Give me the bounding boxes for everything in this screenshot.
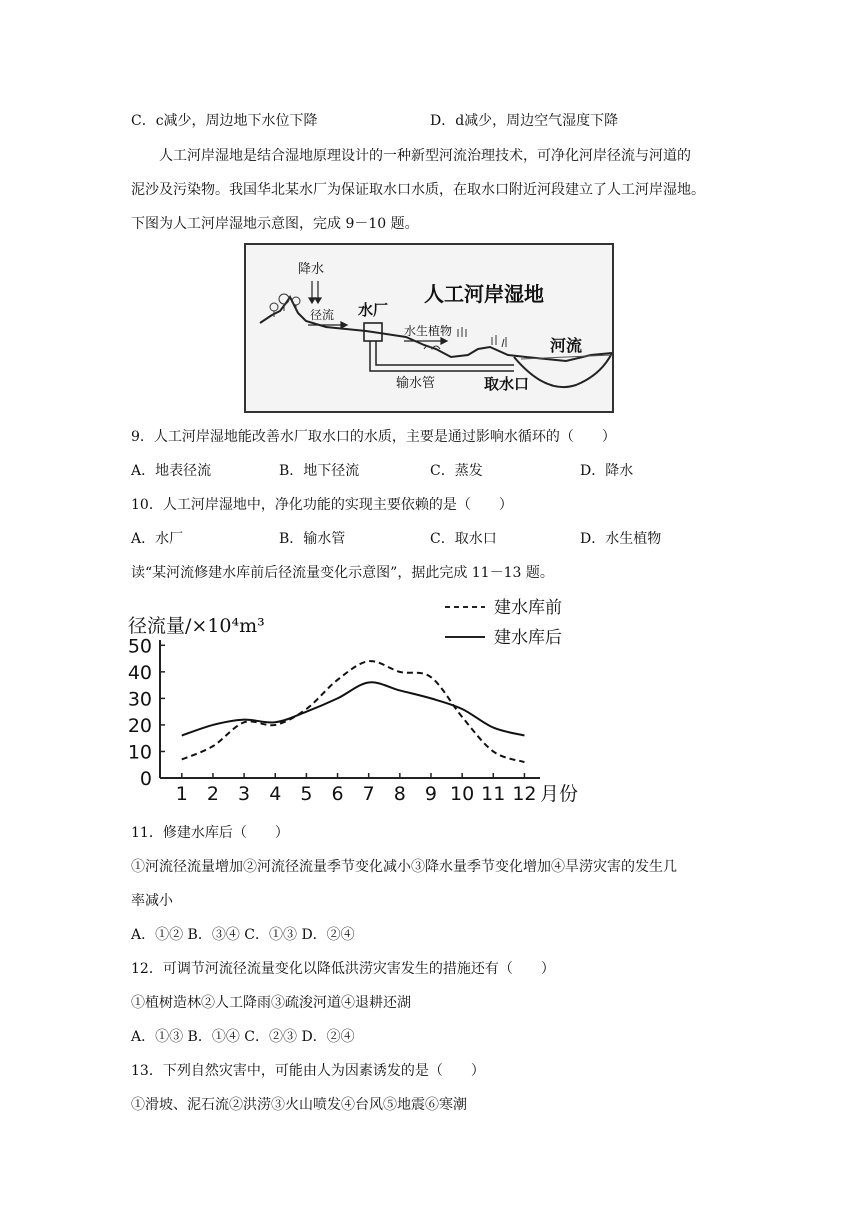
y-tick-label: 0 [139, 768, 152, 790]
chart-ylabel: 径流量/×10⁴m³ [128, 615, 265, 637]
intro-9-10-line3: 下图为人工河岸湿地示意图，完成 9－10 题。 [131, 216, 419, 232]
x-tick-label: 6 [331, 783, 344, 805]
q13-stem: 13．下列自然灾害中，可能由人为因素诱发的是（ ） [131, 1063, 485, 1079]
chart-ticks [128, 635, 537, 805]
q11-statements-line2: 率减小 [131, 893, 173, 909]
x-tick-label: 10 [450, 783, 475, 805]
x-tick-label: 11 [481, 783, 506, 805]
q9-option-d: D．降水 [580, 463, 634, 479]
series-line-after-reservoir [182, 682, 525, 735]
label-precipitation: 降水 [298, 262, 325, 277]
label-river: 河流 [550, 336, 583, 355]
legend-label-after: 建水库后 [494, 628, 562, 648]
runoff-chart [120, 590, 590, 815]
wetland-diagram-svg [246, 245, 612, 411]
intro-9-10-line1: 人工河岸湿地是结合湿地原理设计的一种新型河流治理技术，可净化河岸径流与河道的 [159, 148, 691, 164]
x-tick-label: 8 [393, 783, 406, 805]
q12-statements: ①植树造林②人工降雨③疏浚河道④退耕还湖 [131, 995, 411, 1011]
wetland-diagram [244, 243, 614, 413]
q10-option-d: D．水生植物 [580, 531, 662, 547]
label-aquatic-plants: 水生植物 [404, 324, 453, 338]
chart-axes [160, 640, 540, 778]
q12-options: A．①③ B．①④ C．②③ D．②④ [131, 1029, 355, 1045]
precipitation-arrows-icon [309, 281, 321, 303]
y-tick-label: 10 [127, 741, 152, 764]
q8-option-d: D．d减少，周边空气湿度下降 [430, 113, 619, 129]
q12-stem: 12．可调节河流径流量变化以降低洪涝灾害发生的措施还有（ ） [131, 961, 555, 977]
q10-option-a: A．水厂 [131, 531, 184, 547]
x-tick-label: 2 [206, 783, 219, 805]
q9-option-a: A．地表径流 [131, 463, 212, 479]
q9-stem: 9．人工河岸湿地能改善水厂取水口的水质，主要是通过影响水循环的（ ） [131, 429, 616, 445]
q11-statements-line1: ①河流径流量增加②河流径流量季节变化减小③降水量季节变化增加④旱涝灾害的发生几 [131, 859, 677, 875]
x-tick-label: 3 [238, 783, 251, 805]
x-tick-label: 4 [269, 783, 282, 805]
y-tick-label: 40 [127, 661, 152, 684]
label-water-plant: 水厂 [358, 301, 389, 319]
x-tick-label: 12 [512, 783, 537, 805]
label-pipe: 输水管 [396, 376, 436, 391]
q8-option-c: C．c减少，周边地下水位下降 [131, 113, 318, 129]
q10-option-b: B．输水管 [279, 531, 346, 547]
series-line-before-reservoir [182, 661, 525, 762]
q9-option-c: C．蒸发 [430, 463, 483, 479]
y-tick-label: 30 [127, 688, 152, 711]
legend-label-before: 建水库前 [494, 598, 562, 618]
chart-legend [445, 598, 562, 648]
x-tick-label: 5 [300, 783, 313, 805]
chart-series [182, 661, 525, 762]
intro-9-10-line2: 泥沙及污染物。我国华北某水厂为保证取水口水质，在取水口附近河段建立了人工河岸湿地。 [131, 182, 705, 198]
x-tick-label: 9 [424, 783, 438, 805]
y-tick-label: 50 [127, 635, 152, 658]
label-runoff: 径流 [310, 308, 335, 322]
intro-11-13: 读“某河流修建水库前后径流量变化示意图”，据此完成 11－13 题。 [131, 565, 554, 581]
x-tick-label: 7 [362, 783, 375, 805]
label-intake: 取水口 [484, 375, 530, 393]
q10-stem: 10．人工河岸湿地中，净化功能的实现主要依赖的是（ ） [131, 497, 513, 513]
chart-xlabel: 月份 [540, 783, 579, 805]
y-tick-label: 20 [127, 714, 152, 737]
q13-statements: ①滑坡、泥石流②洪涝③火山喷发④台风⑤地震⑥寒潮 [131, 1097, 467, 1113]
q11-options: A．①② B．③④ C．①③ D．②④ [131, 927, 355, 943]
diagram-title: 人工河岸湿地 [424, 282, 544, 306]
q10-option-c: C．取水口 [430, 531, 497, 547]
x-tick-label: 1 [175, 783, 188, 805]
pipe [370, 341, 514, 371]
q11-stem: 11．修建水库后（ ） [131, 825, 289, 841]
q9-option-b: B．地下径流 [279, 463, 360, 479]
